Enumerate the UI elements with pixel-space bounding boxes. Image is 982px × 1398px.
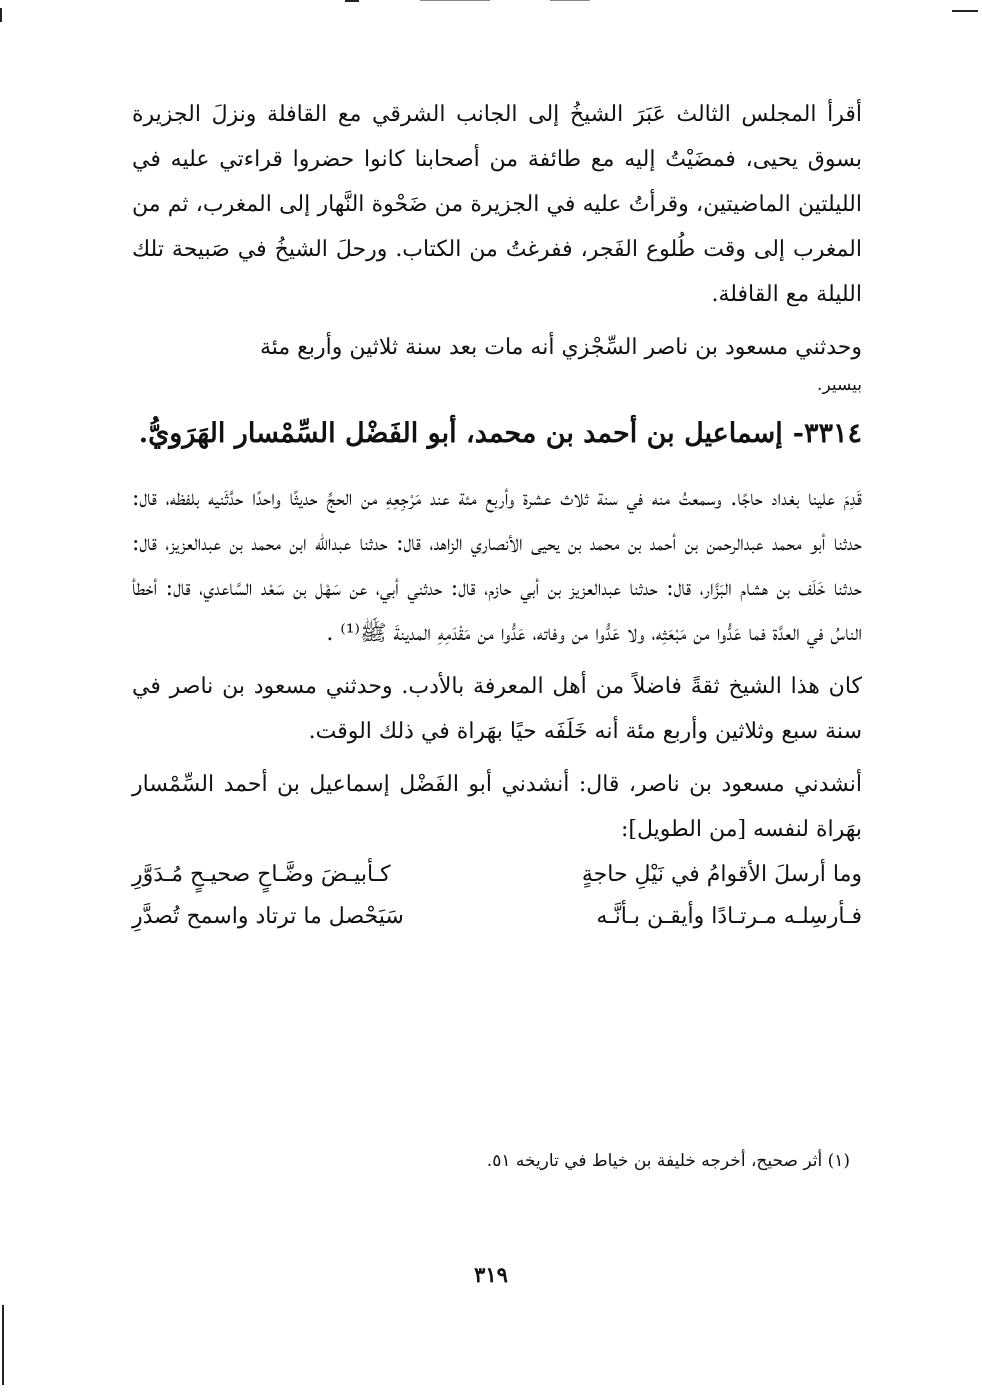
verse-second-hemistich: كـأبيـضَ وضَّـاحٍ صحيـحٍ مُـدَوَّرِ (132, 862, 391, 887)
scan-edge-mark (550, 0, 590, 1)
entry-heading (132, 406, 862, 462)
entry-number: ٣٣١٤- (792, 418, 862, 449)
page-body (132, 92, 862, 938)
paragraph: أقرأ المجلس الثالث عَبَرَ الشيخُ إلى الجانب الشرقي مع القافلة ونزلَ الجزيرة بسوق يحيى، فمضَيْتُ إليه مع طائفة من أصحابنا كانوا حضروا قراءتي عليه في الليلتين الماضيتين، وقرأتُ عليه في الجزيرة من ضَحْوة النَّهار إلى المغرب، ثم من المغرب إلى وقت طُلوع الفَجر، ففرغتُ من الكتاب. ورحلَ الشيخُ في صَبيحة تلك الليلة مع القافلة. (132, 102, 862, 307)
paragraph: وحدثني مسعود بن ناصر السِّجْزي أنه مات بعد سنة ثلاثين وأربع مئة (259, 335, 862, 360)
scan-edge-mark (0, 8, 2, 22)
footnote: (١) أثر صحيح، أخرجه خليفة بن خياط في تاريخه ٥١. (486, 1151, 850, 1171)
scan-edge-mark (420, 0, 490, 1)
poem (132, 854, 862, 938)
verse-first-hemistich: فـأرسِلـه مـرتـادًا وأيقـن بـأنَّـه (596, 904, 862, 929)
scan-edge-mark (2, 1305, 4, 1385)
paragraph: قَدِمَ علينا بغداد حاجًا. وسمعتُ منه في سنة ثلاث عشرة وأربع مئة عند مَرْجِعِهِ من الحجِّ حديثًا واحدًا حدَّثَنيه بلفظه، قال: حدثنا أبو محمد عبدالرحمن بن أحمد بن محمد بن يحيى الأنصاري الزاهد، قال: حدثنا عبدالله ابن محمد بن عبدالعزيز، قال: حدثنا خَلَف بن هشام البَزَّار، قال: حدثنا عبدالعزيز بن أبي حازم، قال: حدثني أبي، عن سَهْل بن سَعْد السَّاعدي، قال: أخطأ الناسُ في العدَّة فما عَدُّوا من مَبْعَثِه، ولا عَدُّوا من وفاته، عَدُّوا من مَقْدَمِهِ المدينةَ ﷺ⁽¹⁾ . (132, 486, 862, 646)
trailing-word: بيسير. (817, 375, 862, 395)
entry-title: إسماعيل بن أحمد بن محمد، أبو الفَضْل السِّمْسار الهَرَويُّ. (138, 418, 783, 449)
scan-edge-mark (345, 0, 359, 2)
scan-edge-mark (952, 10, 978, 12)
verse-line (132, 896, 862, 938)
verse-first-hemistich: وما أرسلَ الأقوامُ في نَيْلِ حاجةٍ (581, 862, 862, 887)
page-number: ٣١٩ (474, 1262, 508, 1287)
paragraph: أنشدني مسعود بن ناصر، قال: أنشدني أبو الفَضْل إسماعيل بن أحمد السِّمْسار بهَراة لنفسه [من الطويل]: (132, 772, 862, 842)
verse-second-hemistich: سَيَحْصل ما ترتاد واسمح تُصدَّرِ (132, 904, 404, 929)
verse-line (132, 854, 862, 896)
paragraph: كان هذا الشيخ ثقةً فاضلاً من أهل المعرفة بالأدب. وحدثني مسعود بن ناصر في سنة سبع وثلاثين وأربع مئة أنه خَلَفَه حيًا بهَراة في ذلك الوقت. (132, 674, 862, 744)
